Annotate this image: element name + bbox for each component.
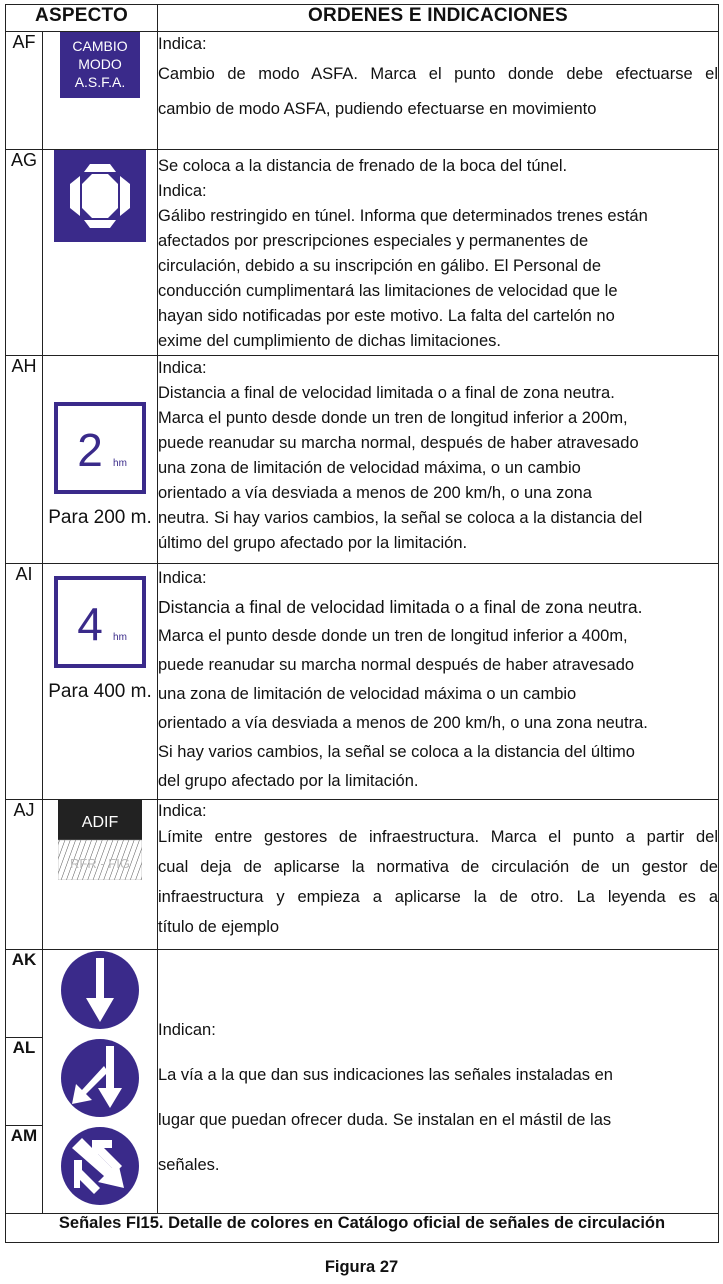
infrastructure-limit-icon [58,800,142,880]
text-line: La vía a la que dan sus indicaciones las señales instaladas en [158,1066,613,1084]
row-ak [6,950,719,1038]
text-line: lugar que puedan ofrecer duda. Se instalan en el mástil de las [158,1111,612,1129]
text-af [158,32,719,150]
row-ag [6,150,719,356]
distance-number: 4 [77,598,103,650]
aspect-header: ASPECTO [6,5,158,32]
orders-header: ORDENES E INDICACIONES [158,5,719,32]
text-line: una zona de limitación de velocidad máxima o un cambio [158,685,577,703]
asfa-sign-line1: CAMBIO [72,38,128,54]
distance-label: Para 400 m. [48,681,152,702]
arrow-down-icon [60,950,140,1030]
text-line: Marca el punto desde donde un tren de longitud inferior a 400m, [158,627,628,645]
text-line: Si hay varios cambios, la señal se coloca a la distancia del último [158,743,635,761]
text-ai [158,564,719,800]
sign-al [43,1038,158,1126]
distance-unit: hm [113,632,127,643]
code-ah: AH [6,356,43,564]
distance-400-icon [54,576,146,668]
text-line: Cambio de modo ASFA. Marca el punto donde debe efectuarse el [158,65,718,83]
text-line: puede reanudar su marcha normal después de haber atravesado [158,656,635,674]
code-aj: AJ [6,800,43,950]
text-line: Indica: [158,802,207,820]
row-aj [6,800,719,950]
sign-ak [43,950,158,1038]
signals-table [5,4,719,1243]
text-line: afectados por prescripciones especiales y permanentes de [158,232,589,250]
text-line: orientado a vía desviada a menos de 200 km/h, o una zona neutra. [158,714,648,732]
tunnel-gauge-icon [54,150,146,242]
text-line: cambio de modo ASFA, pudiendo efectuarse en movimiento [158,100,597,118]
sign-am [43,1126,158,1214]
text-line: hayan sido notificadas por este motivo. La falta del cartelón no [158,307,615,325]
row-ai [6,564,719,800]
text-line: neutra. Si hay varios cambios, la señal se coloca a la distancia del [158,509,643,527]
text-line: orientado a vía desviada a menos de 200 km/h, o una zona [158,484,592,502]
row-ah [6,356,719,564]
arrow-branch-icon [60,1038,140,1118]
text-line: una zona de limitación de velocidad máxima, o un cambio [158,459,581,477]
text-line: Distancia a final de velocidad limitada o a final de zona neutra. [158,597,643,617]
text-ak-am [158,950,719,1214]
text-line: conducción cumplimentará las limitaciones de velocidad que le [158,282,618,300]
code-ag: AG [6,150,43,356]
text-line: Indica: [158,35,207,53]
asfa-sign-icon [60,32,140,98]
text-line: Indica: [158,569,207,587]
text-line: Indica: [158,182,207,200]
adif-text: ADIF [81,814,119,831]
row-af [6,32,719,150]
code-af: AF [6,32,43,150]
asfa-sign-line3: A.S.F.A. [74,74,126,90]
code-ai: AI [6,564,43,800]
code-al: AL [6,1038,43,1126]
code-ak: AK [6,950,43,1038]
asfa-sign-line2: MODO [78,56,122,72]
table-caption: Señales FI15. Detalle de colores en Catálogo oficial de señales de circulación [6,1214,719,1243]
sign-aj [43,800,158,950]
text-line: infraestructura y empieza a aplicarse la de otro. La leyenda es a [158,888,718,906]
text-line: Distancia a final de velocidad limitada o a final de zona neutra. [158,384,615,402]
text-ah [158,356,719,564]
sign-ai [43,564,158,800]
text-ag [158,150,719,356]
text-line: cual deja de aplicarse la normativa de circulación de un gestor de [158,858,718,876]
text-line: Se coloca a la distancia de frenado de la boca del túnel. [158,157,568,175]
distance-unit: hm [113,458,127,469]
text-line: señales. [158,1156,220,1174]
sign-af [43,32,158,150]
text-line: del grupo afectado por la limitación. [158,772,419,790]
sign-ah [43,356,158,564]
code-am: AM [6,1126,43,1214]
text-line: circulación, debido a su inscripción en gálibo. El Personal de [158,257,602,275]
text-line: título de ejemplo [158,918,280,936]
distance-200-icon [54,402,146,494]
text-line: último del grupo afectado por la limitación. [158,534,468,552]
distance-number: 2 [77,424,103,476]
text-line: Marca el punto desde donde un tren de longitud inferior a 200m, [158,409,628,427]
text-line: Indica: [158,359,207,377]
text-line: puede reanudar su marcha normal, después de haber atravesado [158,434,639,452]
text-line: Gálibo restringido en túnel. Informa que determinados trenes están [158,207,648,225]
distance-label: Para 200 m. [48,507,152,528]
rfr-text: RFR - FIG [70,856,130,871]
text-line: Indican: [158,1021,216,1039]
text-aj [158,800,719,950]
text-line: Límite entre gestores de infraestructura. Marca el punto a partir del [158,828,718,846]
figure-label: Figura 27 [324,1258,399,1276]
sign-ag [43,150,158,356]
arrow-multi-icon [60,1126,140,1206]
text-line: exime del cumplimiento de dichas limitaciones. [158,332,501,350]
